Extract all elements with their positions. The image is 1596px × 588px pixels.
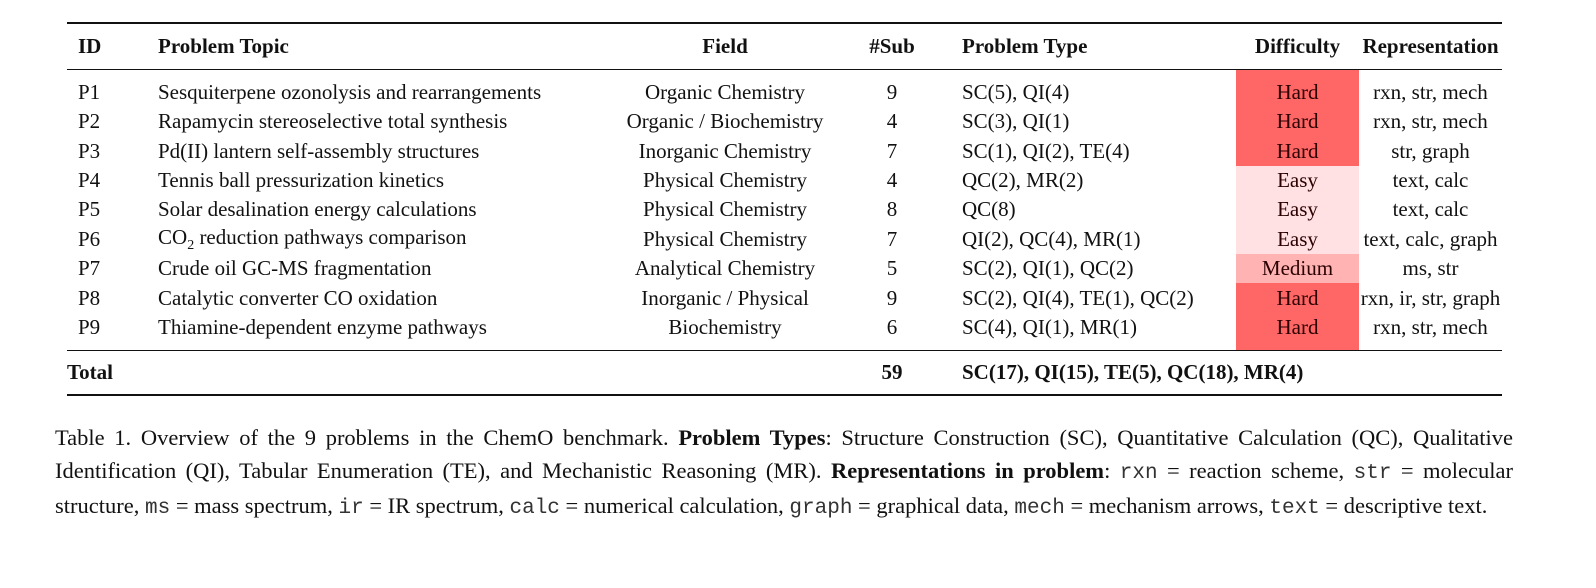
problem-field: Physical Chemistry [643, 226, 807, 251]
sub-count: 9 [886, 285, 898, 310]
table-container [67, 22, 1502, 396]
sub-count: 9 [886, 80, 898, 104]
column-header: #Sub [842, 23, 942, 70]
code-term: ir [338, 497, 364, 520]
table-row [67, 136, 1502, 165]
problem-id: P8 [78, 285, 101, 310]
total-row [67, 351, 1502, 396]
sub-count: 6 [886, 314, 898, 339]
total-sub: 59 [842, 351, 942, 396]
code-term: graph [789, 497, 853, 520]
subscript: 2 [187, 237, 195, 253]
problem-topic: Solar desalination energy calculations [158, 197, 477, 222]
column-header: Field [608, 23, 842, 70]
problem-field: Physical Chemistry [643, 197, 807, 222]
sub-count: 8 [886, 197, 898, 222]
problem-topic: Sesquiterpene ozonolysis and rearrangements [158, 80, 542, 104]
problem-field: Physical Chemistry [643, 167, 807, 192]
topic-text: CO [158, 224, 188, 249]
representation: text, calc [1392, 167, 1469, 192]
problem-id: P3 [78, 138, 101, 163]
total-type: SC(17), QI(15), TE(5), QC(18), MR(4) [942, 351, 1502, 396]
problem-type: QC(8) [962, 197, 1016, 222]
table-row [67, 254, 1502, 283]
representation: text, calc [1392, 197, 1469, 222]
representation: text, calc, graph [1363, 226, 1498, 251]
code-term: str [1353, 461, 1392, 485]
caption-text: = numerical calculation, [559, 493, 790, 518]
problem-type: QI(2), QC(4), MR(1) [962, 226, 1141, 251]
problem-id: P5 [78, 197, 101, 222]
total-label: Total [67, 351, 158, 396]
caption-bold: Problem Types [678, 425, 826, 450]
problem-field: Biochemistry [668, 314, 782, 339]
difficulty-badge: Easy [1236, 166, 1359, 195]
problem-field: Analytical Chemistry [634, 256, 816, 281]
problem-type: QC(2), MR(2) [962, 167, 1084, 192]
difficulty-badge: Easy [1236, 195, 1359, 224]
caption-text: = mass spectrum, [170, 493, 339, 518]
table-row [67, 166, 1502, 195]
column-header: Problem Type [942, 23, 1236, 70]
problem-id: P7 [78, 256, 101, 281]
representation: rxn, str, mech [1373, 80, 1488, 104]
caption-text: = descriptive text. [1319, 493, 1488, 518]
code-term: ms [144, 497, 171, 520]
problem-type: SC(2), QI(1), QC(2) [962, 256, 1134, 281]
problem-type: SC(5), QI(4) [962, 80, 1070, 104]
column-header: Problem Topic [158, 23, 608, 70]
problem-id: P9 [78, 314, 101, 339]
sub-count: 7 [886, 138, 898, 163]
difficulty-badge: Hard [1236, 136, 1359, 165]
code-term: text [1269, 497, 1320, 520]
caption-text: Table 1. Overview of the 9 problems in the ChemO benchmark. [55, 425, 679, 450]
problem-id: P2 [78, 109, 101, 134]
sub-count: 4 [886, 167, 898, 192]
sub-count: 4 [886, 109, 898, 134]
table-row [67, 70, 1502, 108]
sub-count: 7 [886, 226, 898, 251]
representation: rxn, str, mech [1373, 314, 1488, 339]
representation: rxn, ir, str, graph [1360, 285, 1501, 310]
caption-text: = reaction scheme, [1157, 457, 1354, 483]
code-term: mech [1014, 497, 1065, 520]
problem-type: SC(4), QI(1), MR(1) [962, 314, 1137, 339]
code-term: rxn [1119, 461, 1158, 485]
problem-field: Organic / Biochemistry [626, 109, 824, 134]
problem-topic [158, 225, 608, 254]
table-row [67, 107, 1502, 136]
difficulty-badge: Easy [1236, 225, 1359, 254]
representation: rxn, str, mech [1373, 109, 1488, 134]
table-row [67, 195, 1502, 224]
caption-bold: Representations in problem [830, 457, 1105, 483]
problem-topic: Crude oil GC-MS fragmentation [158, 256, 432, 281]
table-caption [55, 422, 1513, 526]
caption-text: = mechanism arrows, [1064, 493, 1270, 518]
table-row [67, 225, 1502, 254]
caption-text: : [1104, 457, 1120, 483]
table-row [67, 283, 1502, 312]
column-header: Difficulty [1236, 23, 1359, 70]
caption-text: = molecular structure, [55, 457, 1513, 518]
topic-text: reduction pathways comparison [194, 224, 467, 249]
difficulty-badge: Hard [1236, 107, 1359, 136]
problem-type: SC(2), QI(4), TE(1), QC(2) [962, 285, 1194, 310]
problem-field: Organic Chemistry [644, 80, 805, 104]
caption-text: = graphical data, [852, 493, 1015, 518]
column-header: ID [67, 23, 158, 70]
table-row [67, 313, 1502, 351]
difficulty-badge: Hard [1236, 70, 1359, 108]
caption-text: = IR spectrum, [363, 493, 510, 518]
column-header: Representation [1359, 23, 1502, 70]
problem-field: Inorganic Chemistry [638, 138, 812, 163]
caption-text: : Structure Construction (SC), Quantitative Calculation (QC), Qualitative Identification (QI), Tabular Enumeration (TE), and Mechanistic Reasoning (MR). [55, 425, 1513, 483]
difficulty-badge: Hard [1236, 283, 1359, 312]
problem-id: P6 [78, 226, 101, 251]
sub-count: 5 [886, 256, 898, 281]
problem-topic: Thiamine-dependent enzyme pathways [158, 314, 487, 339]
representation: str, graph [1391, 138, 1470, 163]
problem-topic: Catalytic converter CO oxidation [158, 285, 438, 310]
problem-type: SC(3), QI(1) [962, 109, 1070, 134]
problem-field: Inorganic / Physical [641, 285, 809, 310]
problem-id: P4 [78, 167, 101, 192]
representation: ms, str [1402, 256, 1459, 281]
problem-topic: Rapamycin stereoselective total synthesis [158, 109, 508, 134]
difficulty-badge: Hard [1236, 313, 1359, 351]
problems-table [67, 22, 1502, 396]
problem-topic: Pd(II) lantern self-assembly structures [158, 138, 480, 163]
problem-id: P1 [78, 80, 101, 104]
difficulty-badge: Medium [1236, 254, 1359, 283]
problem-topic: Tennis ball pressurization kinetics [158, 167, 445, 192]
problem-type: SC(1), QI(2), TE(4) [962, 138, 1130, 163]
code-term: calc [509, 497, 560, 520]
